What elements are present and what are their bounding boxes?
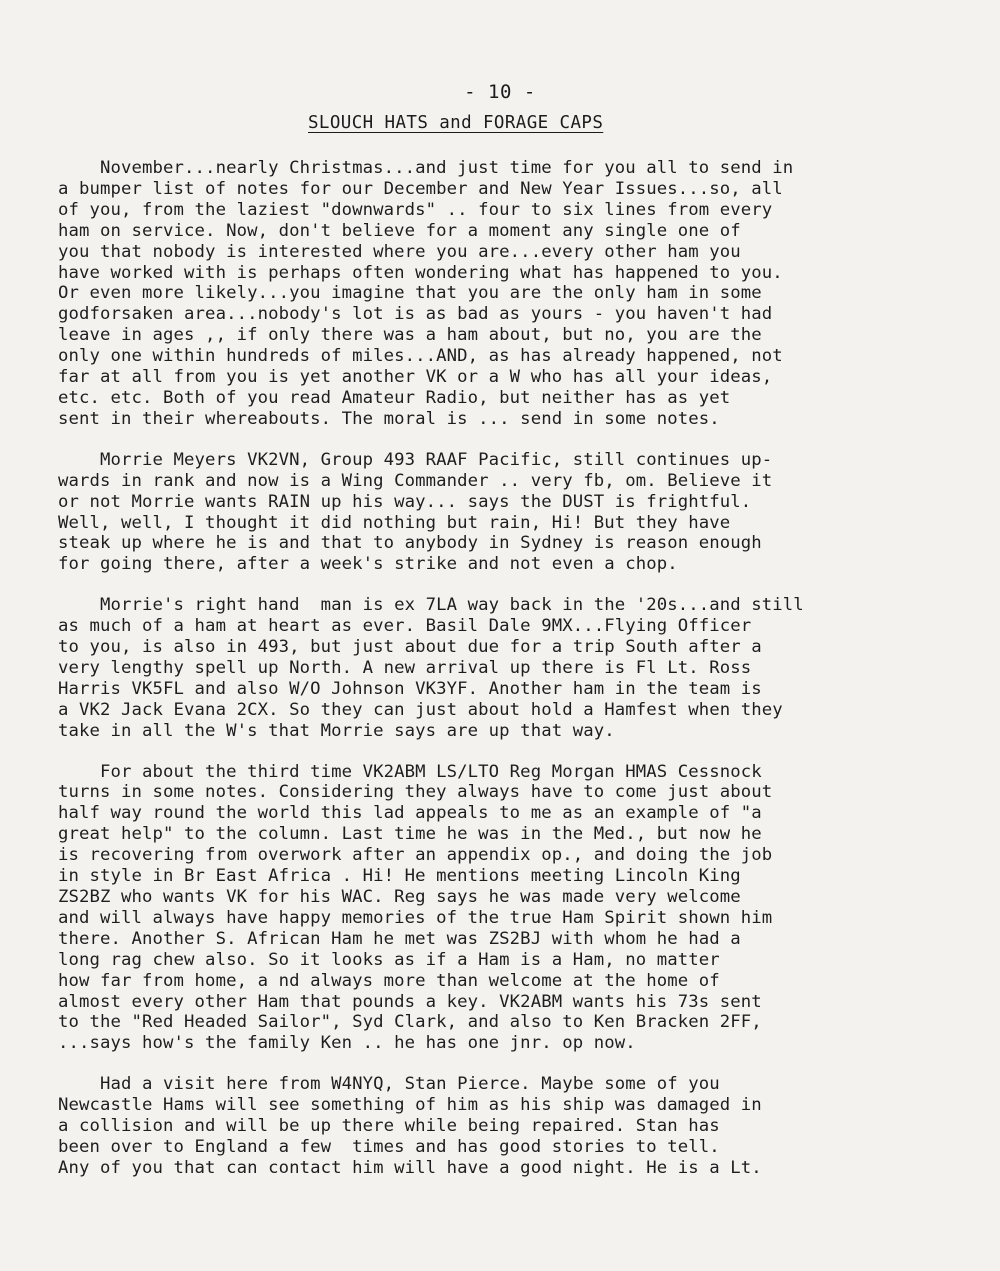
text-line: Well, well, I thought it did nothing but rain, Hi! But they have [58,512,731,533]
text-line: or not Morrie wants RAIN up his way... says the DUST is frightful. [58,491,752,512]
text-line: wards in rank and now is a Wing Commander .. very fb, om. Believe it [58,470,773,491]
text-line: godforsaken area...nobody's lot is as bad as yours - you haven't had [58,304,773,325]
text-line: steak up where he is and that to anybody in Sydney is reason enough [58,533,762,554]
text-line: a bumper list of notes for our December and New Year Issues...so, all [58,178,783,199]
text-line: leave in ages ,, if only there was a ham about, but no, you are the [58,325,762,346]
text-line: almost every other Ham that pounds a key. VK2ABM wants his 73s sent [58,991,762,1012]
text-line: etc. etc. Both of you read Amateur Radio, but neither has as yet [58,387,731,408]
text-line: in style in Br East Africa . Hi! He mentions meeting Lincoln King [58,866,741,887]
text-line: ZS2BZ who wants VK for his WAC. Reg says he was made very welcome [58,887,741,907]
text-line: of you, from the laziest "downwards" .. four to six lines from every [58,199,773,220]
article-title: SLOUCH HATS and FORAGE CAPS [308,113,604,133]
text-line: have worked with is perhaps often wondering what has happened to you. [58,262,783,283]
text-line: there. Another S. African Ham he met was ZS2BJ with whom he had a [58,928,741,949]
text-line: Newcastle Hams will see something of him as his ship was damaged in [58,1095,762,1116]
text-line: only one within hundreds of miles...AND, as has already happened, not [58,346,783,367]
page-number: - 10 - [464,81,536,103]
text-line: how far from home, a nd always more than welcome at the home of [58,970,720,991]
text-line: to the "Red Headed Sailor", Syd Clark, and also to Ken Bracken 2FF, [58,1012,762,1033]
text-line: For about the third time VK2ABM LS/LTO Reg Morgan HMAS Cessnock [58,761,762,782]
text-line: half way round the world this lad appeals to me as an example of "a [58,803,762,824]
text-line: Morrie Meyers VK2VN, Group 493 RAAF Pacific, still continues up- [58,449,773,470]
text-line: is recovering from overwork after an appendix op., and doing the job [58,845,773,866]
text-line: November...nearly Christmas...and just time for you all to send in [58,158,794,178]
text-line: far at all from you is yet another VK or a W who has all your ideas, [58,367,773,388]
text-line: turns in some notes. Considering they always have to come just about [58,782,773,803]
text-line: very lengthy spell up North. A new arrival up there is Fl Lt. Ross [58,657,752,678]
text-line: Had a visit here from W4NYQ, Stan Pierce. Maybe some of you [58,1074,720,1095]
text-line: take in all the W's that Morrie says are up that way. [58,720,615,741]
paragraph [58,762,958,1055]
text-line: Or even more likely...you imagine that you are the only ham in some [58,283,762,304]
paragraph [58,450,958,575]
paragraph [58,1074,958,1179]
text-line: a collision and will be up there while being repaired. Stan has [58,1116,720,1137]
text-line: great help" to the column. Last time he was in the Med., but now he [58,824,762,845]
paragraph [58,158,958,430]
text-line: Morrie's right hand man is ex 7LA way back in the '20s...and still [58,595,804,616]
text-line: a VK2 Jack Evana 2CX. So they can just about hold a Hamfest when they [58,699,783,720]
text-line: Harris VK5FL and also W/O Johnson VK3YF. Another ham in the team is [58,678,762,699]
text-line: for going there, after a week's strike and not even a chop. [58,554,678,575]
text-line: Any of you that can contact him will have a good night. He is a Lt. [58,1157,762,1178]
text-line: been over to England a few times and has good stories to tell. [58,1136,720,1157]
text-line: ...says how's the family Ken .. he has one jnr. op now. [58,1033,636,1054]
text-line: and will always have happy memories of the true Ham Spirit shown him [58,907,773,928]
text-line: you that nobody is interested where you are...every other ham you [58,241,741,262]
article-body [58,158,958,1199]
text-line: as much of a ham at heart as ever. Basil Dale 9MX...Flying Officer [58,616,752,637]
text-line: to you, is also in 493, but just about due for a trip South after a [58,637,762,658]
text-line: sent in their whereabouts. The moral is ... send in some notes. [58,408,720,429]
paragraph [58,595,958,741]
text-line: ham on service. Now, don't believe for a moment any single one of [58,220,741,241]
text-line: long rag chew also. So it looks as if a Ham is a Ham, no matter [58,949,720,970]
